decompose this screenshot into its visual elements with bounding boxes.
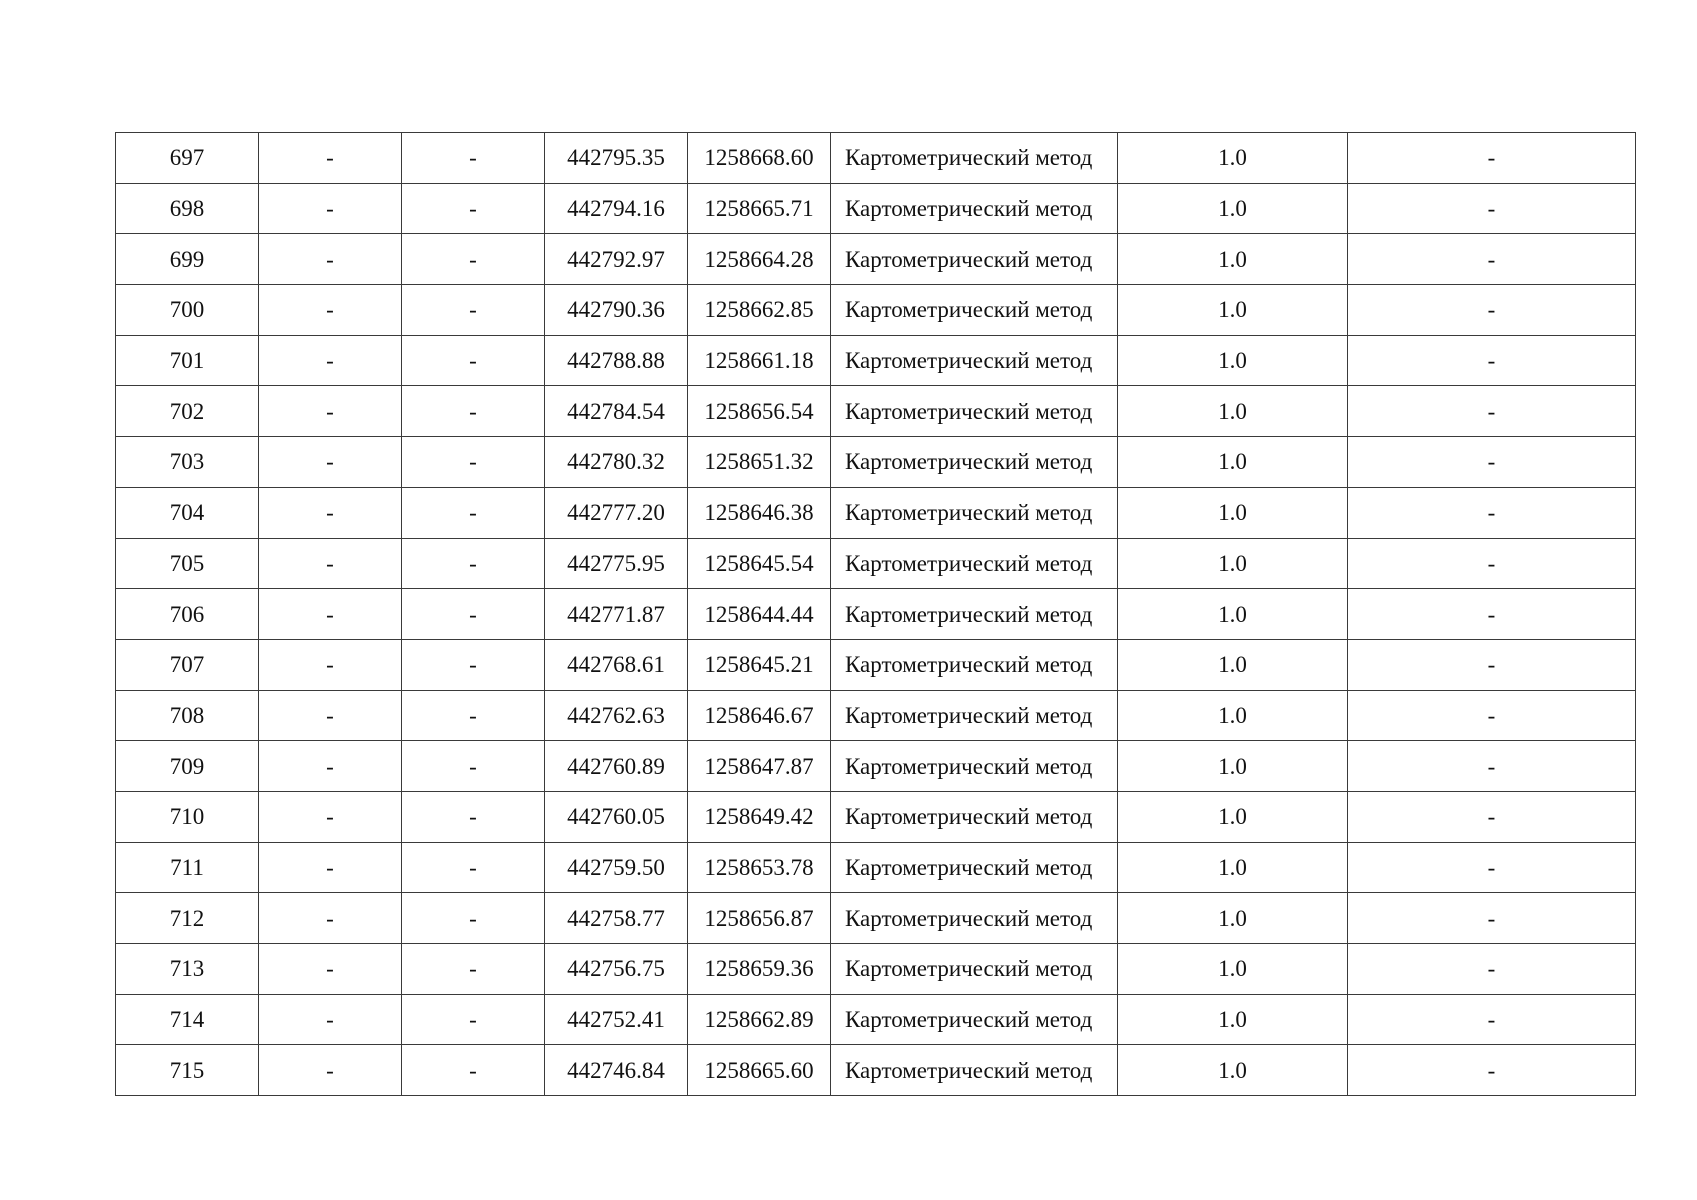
x-coordinate-cell: 442760.05 <box>545 791 688 842</box>
empty-value-cell: - <box>402 437 545 488</box>
accuracy-cell: 1.0 <box>1118 791 1348 842</box>
empty-value-cell: - <box>402 487 545 538</box>
empty-value-cell: - <box>402 386 545 437</box>
description-cell: - <box>1348 487 1636 538</box>
description-cell: - <box>1348 133 1636 184</box>
empty-value-cell: - <box>259 133 402 184</box>
accuracy-cell: 1.0 <box>1118 234 1348 285</box>
description-cell: - <box>1348 791 1636 842</box>
y-coordinate-cell: 1258662.85 <box>688 285 831 336</box>
y-coordinate-cell: 1258644.44 <box>688 589 831 640</box>
accuracy-cell: 1.0 <box>1118 285 1348 336</box>
coordinates-table <box>115 132 1636 1096</box>
x-coordinate-cell: 442771.87 <box>545 589 688 640</box>
table-row <box>116 285 1636 336</box>
empty-value-cell: - <box>259 437 402 488</box>
x-coordinate-cell: 442756.75 <box>545 944 688 995</box>
y-coordinate-cell: 1258653.78 <box>688 842 831 893</box>
table-row <box>116 234 1636 285</box>
x-coordinate-cell: 442775.95 <box>545 538 688 589</box>
y-coordinate-cell: 1258661.18 <box>688 335 831 386</box>
point-number-cell: 708 <box>116 690 259 741</box>
method-cell: Картометрический метод <box>831 234 1118 285</box>
method-cell: Картометрический метод <box>831 437 1118 488</box>
accuracy-cell: 1.0 <box>1118 538 1348 589</box>
empty-value-cell: - <box>402 893 545 944</box>
empty-value-cell: - <box>259 589 402 640</box>
accuracy-cell: 1.0 <box>1118 335 1348 386</box>
table-row <box>116 944 1636 995</box>
description-cell: - <box>1348 741 1636 792</box>
y-coordinate-cell: 1258662.89 <box>688 994 831 1045</box>
x-coordinate-cell: 442759.50 <box>545 842 688 893</box>
x-coordinate-cell: 442746.84 <box>545 1045 688 1096</box>
method-cell: Картометрический метод <box>831 1045 1118 1096</box>
empty-value-cell: - <box>402 538 545 589</box>
method-cell: Картометрический метод <box>831 183 1118 234</box>
table-row <box>116 994 1636 1045</box>
empty-value-cell: - <box>259 234 402 285</box>
method-cell: Картометрический метод <box>831 690 1118 741</box>
empty-value-cell: - <box>259 183 402 234</box>
empty-value-cell: - <box>259 994 402 1045</box>
y-coordinate-cell: 1258647.87 <box>688 741 831 792</box>
point-number-cell: 706 <box>116 589 259 640</box>
description-cell: - <box>1348 437 1636 488</box>
accuracy-cell: 1.0 <box>1118 994 1348 1045</box>
empty-value-cell: - <box>259 944 402 995</box>
empty-value-cell: - <box>402 791 545 842</box>
table-body <box>116 133 1636 1096</box>
method-cell: Картометрический метод <box>831 335 1118 386</box>
table-row <box>116 386 1636 437</box>
x-coordinate-cell: 442777.20 <box>545 487 688 538</box>
x-coordinate-cell: 442784.54 <box>545 386 688 437</box>
point-number-cell: 710 <box>116 791 259 842</box>
method-cell: Картометрический метод <box>831 589 1118 640</box>
empty-value-cell: - <box>259 842 402 893</box>
empty-value-cell: - <box>402 842 545 893</box>
accuracy-cell: 1.0 <box>1118 133 1348 184</box>
table-row <box>116 487 1636 538</box>
method-cell: Картометрический метод <box>831 893 1118 944</box>
method-cell: Картометрический метод <box>831 994 1118 1045</box>
point-number-cell: 700 <box>116 285 259 336</box>
empty-value-cell: - <box>402 589 545 640</box>
y-coordinate-cell: 1258665.71 <box>688 183 831 234</box>
x-coordinate-cell: 442792.97 <box>545 234 688 285</box>
accuracy-cell: 1.0 <box>1118 842 1348 893</box>
y-coordinate-cell: 1258668.60 <box>688 133 831 184</box>
x-coordinate-cell: 442788.88 <box>545 335 688 386</box>
point-number-cell: 697 <box>116 133 259 184</box>
empty-value-cell: - <box>402 741 545 792</box>
x-coordinate-cell: 442762.63 <box>545 690 688 741</box>
empty-value-cell: - <box>402 183 545 234</box>
empty-value-cell: - <box>259 690 402 741</box>
description-cell: - <box>1348 386 1636 437</box>
point-number-cell: 698 <box>116 183 259 234</box>
point-number-cell: 701 <box>116 335 259 386</box>
point-number-cell: 702 <box>116 386 259 437</box>
method-cell: Картометрический метод <box>831 386 1118 437</box>
method-cell: Картометрический метод <box>831 842 1118 893</box>
empty-value-cell: - <box>402 639 545 690</box>
method-cell: Картометрический метод <box>831 639 1118 690</box>
empty-value-cell: - <box>259 335 402 386</box>
accuracy-cell: 1.0 <box>1118 944 1348 995</box>
table-row <box>116 893 1636 944</box>
x-coordinate-cell: 442768.61 <box>545 639 688 690</box>
empty-value-cell: - <box>402 1045 545 1096</box>
empty-value-cell: - <box>402 335 545 386</box>
table-row <box>116 183 1636 234</box>
table-row <box>116 335 1636 386</box>
table-row <box>116 437 1636 488</box>
empty-value-cell: - <box>259 791 402 842</box>
table-row <box>116 741 1636 792</box>
description-cell: - <box>1348 285 1636 336</box>
empty-value-cell: - <box>402 690 545 741</box>
y-coordinate-cell: 1258651.32 <box>688 437 831 488</box>
empty-value-cell: - <box>402 285 545 336</box>
x-coordinate-cell: 442795.35 <box>545 133 688 184</box>
accuracy-cell: 1.0 <box>1118 386 1348 437</box>
y-coordinate-cell: 1258656.87 <box>688 893 831 944</box>
accuracy-cell: 1.0 <box>1118 690 1348 741</box>
table-row <box>116 639 1636 690</box>
point-number-cell: 711 <box>116 842 259 893</box>
point-number-cell: 713 <box>116 944 259 995</box>
description-cell: - <box>1348 183 1636 234</box>
point-number-cell: 707 <box>116 639 259 690</box>
method-cell: Картометрический метод <box>831 538 1118 589</box>
empty-value-cell: - <box>402 133 545 184</box>
method-cell: Картометрический метод <box>831 791 1118 842</box>
y-coordinate-cell: 1258646.67 <box>688 690 831 741</box>
accuracy-cell: 1.0 <box>1118 437 1348 488</box>
description-cell: - <box>1348 1045 1636 1096</box>
description-cell: - <box>1348 335 1636 386</box>
y-coordinate-cell: 1258645.21 <box>688 639 831 690</box>
accuracy-cell: 1.0 <box>1118 893 1348 944</box>
empty-value-cell: - <box>259 893 402 944</box>
y-coordinate-cell: 1258656.54 <box>688 386 831 437</box>
empty-value-cell: - <box>259 741 402 792</box>
empty-value-cell: - <box>259 285 402 336</box>
description-cell: - <box>1348 690 1636 741</box>
x-coordinate-cell: 442752.41 <box>545 994 688 1045</box>
empty-value-cell: - <box>402 994 545 1045</box>
description-cell: - <box>1348 944 1636 995</box>
empty-value-cell: - <box>259 1045 402 1096</box>
empty-value-cell: - <box>259 538 402 589</box>
method-cell: Картометрический метод <box>831 487 1118 538</box>
empty-value-cell: - <box>259 386 402 437</box>
point-number-cell: 709 <box>116 741 259 792</box>
y-coordinate-cell: 1258659.36 <box>688 944 831 995</box>
point-number-cell: 712 <box>116 893 259 944</box>
accuracy-cell: 1.0 <box>1118 183 1348 234</box>
y-coordinate-cell: 1258645.54 <box>688 538 831 589</box>
y-coordinate-cell: 1258646.38 <box>688 487 831 538</box>
accuracy-cell: 1.0 <box>1118 1045 1348 1096</box>
description-cell: - <box>1348 842 1636 893</box>
method-cell: Картометрический метод <box>831 741 1118 792</box>
table-row <box>116 589 1636 640</box>
table-row <box>116 791 1636 842</box>
empty-value-cell: - <box>402 944 545 995</box>
description-cell: - <box>1348 589 1636 640</box>
method-cell: Картометрический метод <box>831 285 1118 336</box>
point-number-cell: 714 <box>116 994 259 1045</box>
empty-value-cell: - <box>402 234 545 285</box>
accuracy-cell: 1.0 <box>1118 741 1348 792</box>
table-row <box>116 690 1636 741</box>
point-number-cell: 705 <box>116 538 259 589</box>
accuracy-cell: 1.0 <box>1118 487 1348 538</box>
description-cell: - <box>1348 639 1636 690</box>
y-coordinate-cell: 1258665.60 <box>688 1045 831 1096</box>
point-number-cell: 699 <box>116 234 259 285</box>
point-number-cell: 703 <box>116 437 259 488</box>
table-row <box>116 842 1636 893</box>
description-cell: - <box>1348 234 1636 285</box>
accuracy-cell: 1.0 <box>1118 639 1348 690</box>
x-coordinate-cell: 442780.32 <box>545 437 688 488</box>
description-cell: - <box>1348 893 1636 944</box>
x-coordinate-cell: 442790.36 <box>545 285 688 336</box>
empty-value-cell: - <box>259 487 402 538</box>
description-cell: - <box>1348 538 1636 589</box>
accuracy-cell: 1.0 <box>1118 589 1348 640</box>
x-coordinate-cell: 442760.89 <box>545 741 688 792</box>
method-cell: Картометрический метод <box>831 944 1118 995</box>
table-row <box>116 538 1636 589</box>
x-coordinate-cell: 442758.77 <box>545 893 688 944</box>
table-row <box>116 1045 1636 1096</box>
y-coordinate-cell: 1258664.28 <box>688 234 831 285</box>
x-coordinate-cell: 442794.16 <box>545 183 688 234</box>
table-row <box>116 133 1636 184</box>
point-number-cell: 704 <box>116 487 259 538</box>
method-cell: Картометрический метод <box>831 133 1118 184</box>
point-number-cell: 715 <box>116 1045 259 1096</box>
empty-value-cell: - <box>259 639 402 690</box>
y-coordinate-cell: 1258649.42 <box>688 791 831 842</box>
description-cell: - <box>1348 994 1636 1045</box>
